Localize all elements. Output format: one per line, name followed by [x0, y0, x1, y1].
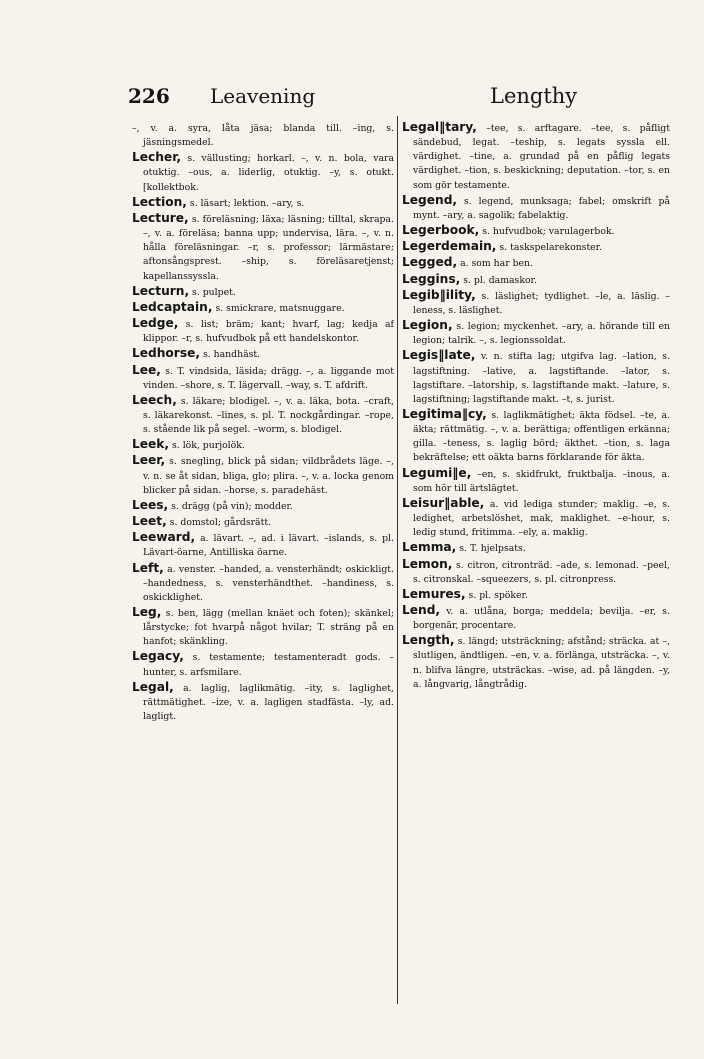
dictionary-entry	[132, 195, 394, 211]
entry-definition: s. läsart; lektion. –ary, s.	[189, 197, 305, 209]
entry-definition: s. list; bräm; kant; hvarf, lag; kedja af klippor. –r, s. hufvudbok på ett handelskontor.	[143, 319, 394, 345]
dictionary-entry	[402, 348, 670, 407]
entry-definition: s. pl. spöker.	[468, 589, 528, 601]
dictionary-entry	[132, 680, 394, 724]
dictionary-entry	[402, 633, 670, 692]
dictionary-entry	[402, 496, 670, 540]
entry-definition: s. smickrare, matsnuggare.	[215, 302, 345, 314]
entry-headword: Leggins,	[402, 271, 461, 286]
dictionary-entry	[132, 605, 394, 649]
dictionary-entry	[402, 193, 670, 223]
entry-headword: Leech,	[132, 392, 177, 407]
dictionary-entry	[132, 363, 394, 393]
entry-headword: Lecturn,	[132, 283, 190, 298]
dictionary-entry	[132, 346, 394, 362]
entry-headword: Lemma,	[402, 540, 457, 555]
dictionary-entry	[132, 316, 394, 346]
entry-definition: s. domstol; gårdsrätt.	[169, 517, 272, 529]
entry-headword: Length,	[402, 633, 455, 648]
entry-headword: Lection,	[132, 194, 187, 209]
entry-headword: Legion,	[402, 318, 453, 333]
page-number: 226	[128, 84, 170, 108]
entry-definition: s. ben, lägg (mellan knäet och foten); skänkel; lårstycke; fot hvarpå något hvilar; T. sträng på en hanfot; skänkling.	[143, 608, 394, 648]
entry-definition: s. drägg (på vin); modder.	[171, 500, 293, 512]
dictionary-entry	[402, 272, 670, 288]
entry-headword: Lees,	[132, 497, 169, 512]
dictionary-entry	[402, 587, 670, 603]
entry-definition: s. legion; myckenhet. –ary, a. hörande till en legion; talrik. –, s. legionssoldat.	[413, 321, 670, 347]
entry-headword: Lee,	[132, 362, 161, 377]
dictionary-entry	[132, 453, 394, 497]
entry-definition: –, v. a. syra, låta jäsa; blanda till. –ing, s. jäsningsmedel.	[132, 123, 394, 149]
dictionary-entry	[402, 120, 670, 193]
entry-headword: Leet,	[132, 514, 167, 529]
dictionary-entry	[132, 150, 394, 194]
dictionary-entry	[402, 603, 670, 633]
entry-headword: Leek,	[132, 437, 170, 452]
entry-definition: s. pl. damaskor.	[463, 274, 537, 286]
entry-headword: Lecture,	[132, 210, 189, 225]
dictionary-entry	[132, 498, 394, 514]
entry-definition: s. testamente; testamenteradt gods. –hunter, s. arfsmilare.	[143, 652, 394, 678]
dictionary-entry	[132, 437, 394, 453]
dictionary-entry	[132, 120, 394, 150]
entry-definition: v. a. utlåna, borga; meddela; bevilja. –er, s. borgenär, procentare.	[413, 606, 670, 632]
entry-definition: s. läkare; blodigel. –, v. a. läka, bota. –craft, s. läkarekonst. –lines, s. pl. T. nockgårdingar. –rope, s. stående lik på segel. –worm, s. blodigel.	[143, 395, 394, 436]
entry-definition: a. vid lediga stunder; maklig. –e, s. ledighet, arbetslöshet, mak, maklighet. –e-hour, s. ledig stund, fritimma. –ely, a. maklig.	[413, 498, 670, 539]
page-header	[128, 84, 580, 114]
dictionary-entry	[402, 557, 670, 587]
entry-headword: Legis‖late,	[402, 348, 476, 363]
right-guide-word: Lengthy	[490, 84, 578, 108]
entry-definition: s. pulpet.	[192, 286, 236, 298]
entry-definition: s. lök, purjolök.	[172, 440, 245, 452]
entry-definition: s. T. vindsida, läsida; drägg. –, a. liggande mot vinden. –shore, s. T. lägervall. –way, s. T. afdrift.	[143, 365, 394, 391]
column-divider	[397, 116, 398, 1004]
dictionary-entry	[132, 211, 394, 284]
dictionary-entry	[132, 300, 394, 316]
dictionary-entry	[402, 466, 670, 496]
entry-headword: Leg,	[132, 605, 162, 619]
entry-definition: s. hufvudbok; varulagerbok.	[482, 226, 615, 238]
entry-definition: s. snegling, blick på sidan; vildbrådets läge. –, v. n. se åt sidan, bliga, glo; plira. –, v. a. locka genom blicker på sidan. –horse, s. paradehäst.	[143, 456, 394, 496]
entry-definition: –tee, s. arftagare. –tee, s. påfligt sändebud, legat. –teship, s. legats syssla ell. värdighet. –tine, a. grundad på en påflig legats värdighet. –tion, s. beskickning; deputation. –tor, s. en som gör testamente.	[413, 123, 670, 191]
entry-headword: Legerdemain,	[402, 239, 497, 254]
dictionary-entry	[132, 514, 394, 530]
entry-definition: v. n. stifta lag; utgifva lag. –lation, s. lagstiftning. –lative, a. lagstiftande. –lator, s. lagstiftare. –latorship, s. lagstiftande makt. –lature, s. lagstiftning; lagstiftande makt. –t, s. jurist.	[413, 351, 670, 405]
dictionary-entry	[132, 561, 394, 605]
entry-headword: Leeward,	[132, 530, 196, 545]
entry-definition: a. laglig, laglikmätig. –ity, s. laglighet, rättmätighet. –ize, v. a. lagligen stadfästa. –ly, ad. lagligt.	[143, 682, 394, 723]
entry-headword: Legib‖ility,	[402, 287, 476, 302]
dictionary-entry	[132, 393, 394, 437]
entry-definition: s. längd; utsträckning; afstånd; sträcka. at –, slutligen, ändtligen. –en, v. a. förlänga, utsträcka. –, v. n. blifva längre, utsträckas. –wise, ad. på längden. –y, a. långvarig, långtrådig.	[413, 636, 670, 690]
left-column	[132, 120, 394, 1020]
entry-definition: s. läslighet; tydlighet. –le, a. läslig. –leness, s. läslighet.	[413, 290, 670, 316]
dictionary-entry	[132, 649, 394, 679]
entry-definition: a. venster. –handed, a. vensterhändt; oskickligt. –handedness, s. vensterhändthet. –handiness, s. oskicklighet.	[143, 563, 394, 603]
dictionary-entry	[402, 288, 670, 318]
entry-headword: Left,	[132, 560, 164, 575]
entry-definition: s. laglikmätighet; äkta födsel. –te, a. äkta; rättmätig. –, v. a. berättiga; offentligen erkänna; gilla. –teness, s. laglig börd; äkthet. –tion, s. laga bekräftelse; ett oäkta barns förklarande för äkta.	[413, 409, 670, 464]
entry-headword: Legal,	[132, 679, 174, 694]
entry-headword: Legumi‖e,	[402, 465, 472, 480]
entry-definition: s. citron, citronträd. –ade, s. lemonad. –peel, s. citronskal. –squeezers, s. pl. citronpress.	[413, 559, 670, 585]
dictionary-entry	[402, 540, 670, 556]
dictionary-entry	[402, 318, 670, 348]
dictionary-entry	[402, 223, 670, 239]
dictionary-entry	[402, 239, 670, 255]
entry-headword: Legacy,	[132, 649, 184, 664]
entry-headword: Lend,	[402, 603, 441, 617]
entry-definition: s. handhäst.	[202, 349, 261, 361]
dictionary-entry	[402, 255, 670, 271]
entry-headword: Ledcaptain,	[132, 299, 213, 314]
entry-headword: Legged,	[402, 255, 458, 270]
dictionary-entry	[132, 284, 394, 300]
entry-headword: Lemon,	[402, 556, 453, 571]
entry-headword: Legal‖tary,	[402, 120, 477, 134]
right-column	[402, 120, 670, 1020]
entry-headword: Lecher,	[132, 150, 182, 165]
entry-definition: a. som har ben.	[460, 258, 533, 270]
dictionary-entry	[402, 407, 670, 466]
entry-definition: –en, s. skidfrukt, fruktbalja. –inous, a. som hör till ärtslägtet.	[413, 468, 670, 494]
left-guide-word: Leavening	[210, 84, 316, 108]
entry-headword: Leisur‖able,	[402, 495, 485, 510]
entry-definition: s. T. hjelpsats.	[459, 543, 526, 555]
dictionary-entry	[132, 530, 394, 560]
entry-headword: Legitima‖cy,	[402, 406, 487, 421]
entry-definition: s. vällusting; horkarl. –, v. n. bola, vara otuktig. –ous, a. liderlig, otuktig. –y, s. otukt. [kollektbok.	[143, 153, 394, 193]
entry-definition: a. lävart. –, ad. i lävart. –islands, s. pl. Lävart-öarne, Antilliska öarne.	[143, 533, 394, 559]
entry-definition: s. föreläsning; läxa; läsning; tilltal, skrapa. –, v. a. föreläsa; banna upp; undervisa, lära. –, v. n. hålla föreläsningar. –r, s. professor; lärmästare; aftonsångsprest. –ship, s. föreläsaretjenst; kapellanssyssla.	[143, 213, 394, 282]
entry-headword: Ledge,	[132, 316, 179, 331]
entry-headword: Legerbook,	[402, 223, 480, 238]
entry-headword: Lemures,	[402, 586, 466, 601]
entry-headword: Ledhorse,	[132, 346, 200, 361]
entry-definition: s. legend, munksaga; fabel; omskrift på mynt. –ary, a. sagolik; fabelaktig.	[413, 195, 670, 221]
entry-headword: Leer,	[132, 453, 166, 468]
entry-headword: Legend,	[402, 192, 458, 207]
entry-definition: s. taskspelarekonster.	[499, 242, 603, 254]
